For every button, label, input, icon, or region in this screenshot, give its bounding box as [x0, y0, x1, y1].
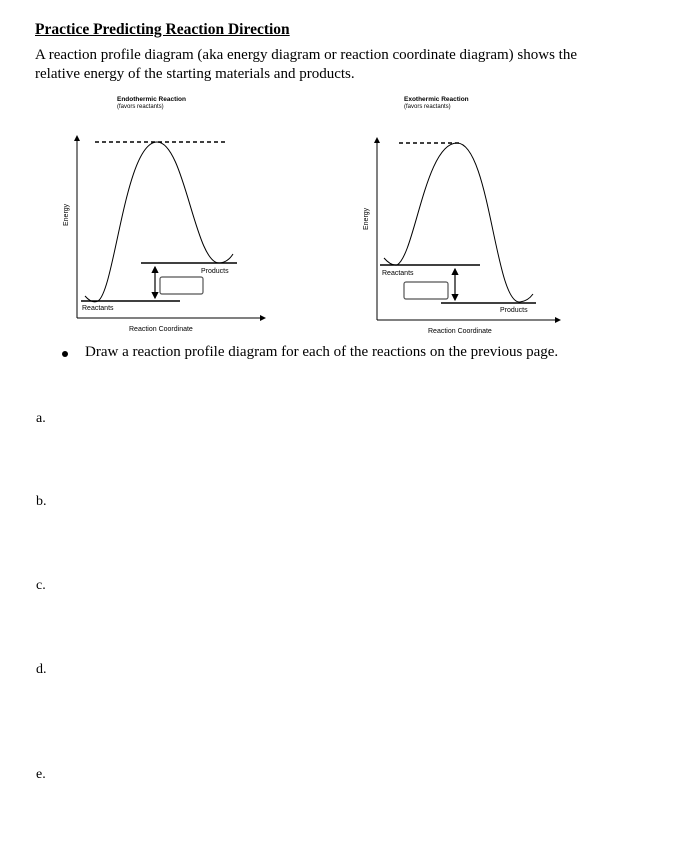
instruction-text: Draw a reaction profile diagram for each of the reactions on the previous page.	[85, 344, 559, 360]
answer-label-e: e.	[36, 767, 46, 782]
diagram-title: Exothermic Reaction	[404, 96, 469, 103]
x-axis-label: Reaction Coordinate	[129, 326, 193, 333]
bullet-icon	[62, 351, 68, 357]
diagram-subtitle: (favors reactants)	[404, 104, 451, 110]
products-label: Products	[201, 268, 229, 275]
answer-label-c: c.	[36, 578, 46, 593]
energy-curve	[85, 142, 233, 302]
exothermic-diagram	[363, 96, 560, 335]
page-title: Practice Predicting Reaction Direction	[35, 21, 290, 38]
answer-box[interactable]	[404, 282, 448, 299]
intro-line-1: A reaction profile diagram (aka energy diagram or reaction coordinate diagram) shows the	[35, 47, 578, 63]
answer-box[interactable]	[160, 277, 203, 294]
answer-label-d: d.	[36, 662, 47, 677]
x-axis-label: Reaction Coordinate	[428, 328, 492, 335]
y-axis-label: Energy	[363, 207, 370, 230]
diagram-title: Endothermic Reaction	[117, 96, 186, 103]
reactants-label: Reactants	[382, 270, 414, 277]
answer-label-b: b.	[36, 494, 47, 509]
intro-line-2: relative energy of the starting materials and products.	[35, 66, 355, 82]
y-axis-label: Energy	[63, 203, 70, 226]
diagram-subtitle: (favors reactants)	[117, 104, 164, 110]
reactants-label: Reactants	[82, 305, 114, 312]
energy-curve	[384, 143, 533, 302]
answer-label-a: a.	[36, 411, 46, 426]
endothermic-diagram	[63, 96, 265, 333]
products-label: Products	[500, 307, 528, 314]
